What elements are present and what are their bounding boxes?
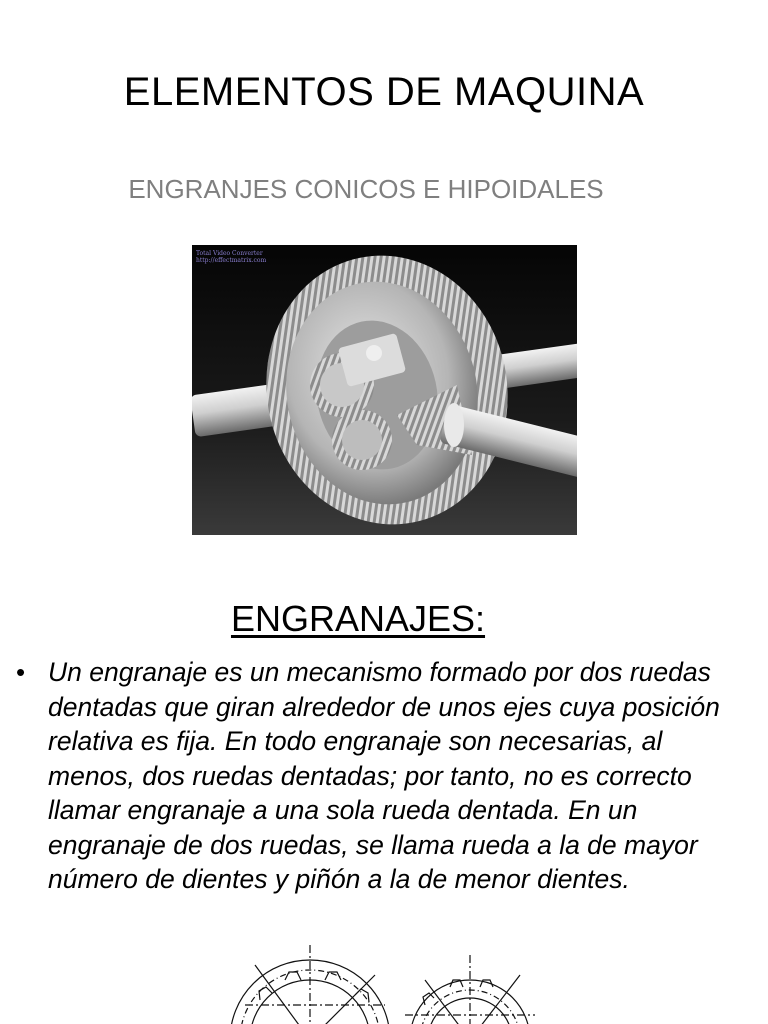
gear-technical-drawing: [225, 945, 545, 1024]
gear-drawing-illustration: [225, 945, 545, 1024]
gear-definition-paragraph: Un engranaje es un mecanismo formado por dos ruedas dentadas que giran alrededor de unos ejes cuya posición relativa es fija. En todo engranaje son necesarias, al menos, dos ruedas dentadas; por tanto, no es correcto llamar engranaje a una sola rueda dentada. En un engranaje de dos ruedas, se llama rueda a la de mayor número de dientes y piñón a la de menor dientes.: [48, 657, 720, 894]
slide-subtitle: ENGRANJES CONICOS E HIPOIDALES: [128, 174, 604, 204]
bullet-dot-icon: •: [16, 657, 26, 687]
section-heading: ENGRANAJES:: [230, 598, 486, 639]
slide-title: ELEMENTOS DE MAQUINA: [123, 70, 645, 114]
bevel-gear-illustration: [192, 245, 577, 535]
bevel-gear-photo: [192, 245, 577, 535]
video-converter-watermark: Total Video Converter http://effectmatrix.com: [196, 250, 267, 264]
bullet-item: [16, 655, 736, 897]
